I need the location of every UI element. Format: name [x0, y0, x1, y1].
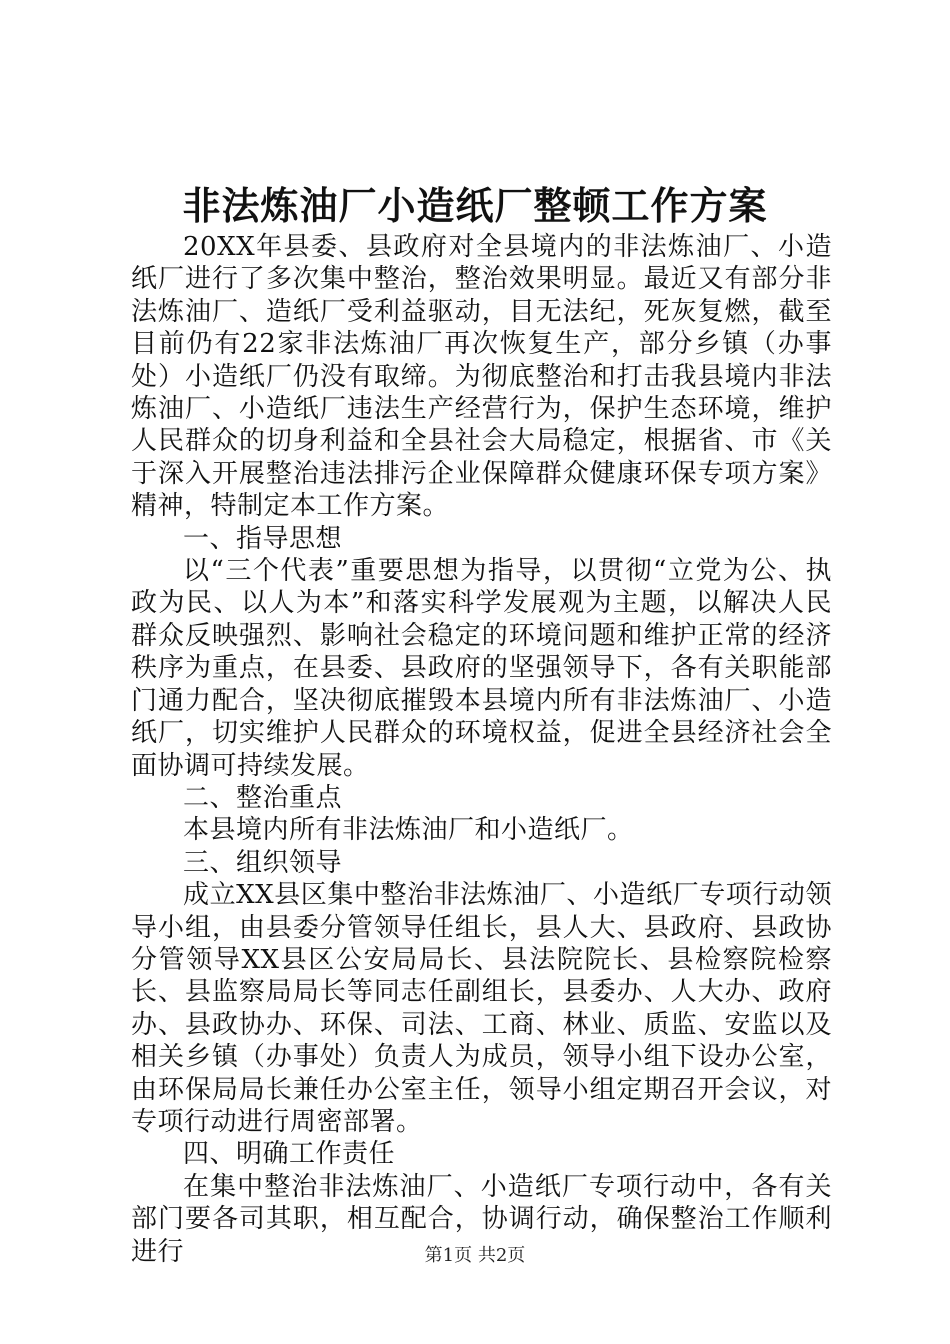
intro-paragraph: 20XX年县委、县政府对全县境内的非法炼油厂、小造纸厂进行了多次集中整治，整治效果明显。最近又有部分非法炼油厂、造纸厂受利益驱动，目无法纪，死灰复燃，截至目前仍有22家非法炼油厂再次恢复生产，部分乡镇（办事处）小造纸厂仍没有取缔。为彻底整治和打击我县境内非法炼油厂、小造纸厂违法生产经营行为，保护生态环境，维护人民群众的切身利益和全县社会大局稳定，根据省、市《关于深入开展整治违法排污企业保障群众健康环保专项方案》精神，特制定本工作方案。	[131, 232, 832, 522]
section-heading-rectification-focus: 二、整治重点	[183, 782, 343, 813]
organization-paragraph: 成立XX县区集中整治非法炼油厂、小造纸厂专项行动领导小组，由县委分管领导任组长，县人大、县政府、县政协分管领导XX县区公安局局长、县法院院长、县检察院检察长、县监察局局长等同志任副组长，县委办、人大办、政府办、县政协办、环保、司法、工商、林业、质监、安监以及相关乡镇（办事处）负责人为成员，领导小组下设办公室，由环保局局长兼任办公室主任，领导小组定期召开会议，对专项行动进行周密部署。	[131, 880, 832, 1137]
page-number-footer: 第1页 共2页	[424, 1245, 526, 1266]
document-title: 非法炼油厂小造纸厂整顿工作方案	[182, 183, 768, 228]
section-heading-responsibilities: 四、明确工作责任	[183, 1139, 396, 1170]
rectification-focus-paragraph: 本县境内所有非法炼油厂和小造纸厂。	[183, 815, 634, 846]
guiding-ideology-paragraph: 以“三个代表”重要思想为指导，以贯彻“立党为公、执政为民、以人为本”和落实科学发展观为主题，以解决人民群众反映强烈、影响社会稳定的环境问题和维护正常的经济秩序为重点，在县委、县政府的坚强领导下，各有关职能部门通力配合，坚决彻底摧毁本县境内所有非法炼油厂、小造纸厂，切实维护人民群众的环境权益，促进全县经济社会全面协调可持续发展。	[131, 556, 832, 781]
document-body	[131, 231, 832, 1268]
section-heading-guiding-ideology: 一、指导思想	[183, 523, 343, 554]
responsibilities-paragraph: 在集中整治非法炼油厂、小造纸厂专项行动中，各有关部门要各司其职，相互配合，协调行动，确保整治工作顺利进行	[131, 1171, 832, 1267]
section-heading-organization: 三、组织领导	[183, 847, 343, 878]
